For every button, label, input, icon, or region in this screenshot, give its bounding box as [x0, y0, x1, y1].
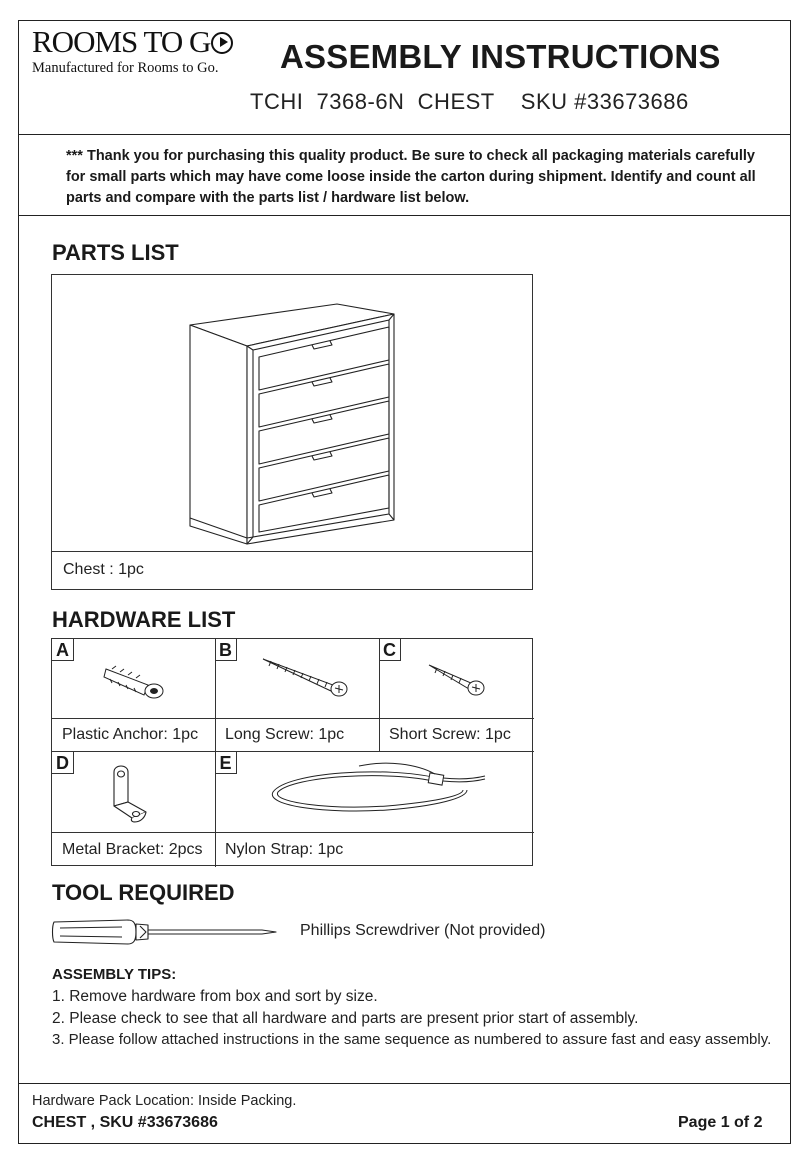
hardware-cell-c — [379, 639, 534, 752]
logo-wordmark: ROOMS TO G — [32, 24, 211, 59]
page-number: Page 1 of 2 — [678, 1114, 763, 1131]
hardware-label-d: Metal Bracket: 2pcs — [62, 841, 203, 858]
metal-bracket-icon — [106, 762, 154, 826]
document-title: ASSEMBLY INSTRUCTIONS — [280, 38, 721, 75]
hardware-label-a: Plastic Anchor: 1pc — [62, 726, 199, 743]
hardware-letter-a: A — [52, 639, 74, 661]
hardware-table — [51, 638, 533, 866]
parts-list-heading: PARTS LIST — [52, 240, 179, 265]
tip-item-2: 2. Please check to see that all hardware and parts are present prior start of assembly. — [52, 1010, 639, 1027]
brand-logo — [32, 26, 252, 77]
short-screw-icon — [425, 661, 489, 701]
hardware-cell-d — [52, 752, 215, 867]
hardware-label-b: Long Screw: 1pc — [225, 726, 345, 743]
hardware-letter-c: C — [379, 639, 401, 661]
hardware-cell-e — [215, 752, 534, 867]
hardware-cell-a — [52, 639, 215, 752]
long-screw-icon — [261, 655, 351, 703]
chest-caption: Chest : 1pc — [63, 561, 144, 578]
hardware-letter-b: B — [215, 639, 237, 661]
hardware-label-e: Nylon Strap: 1pc — [225, 841, 344, 858]
parts-list-box — [51, 274, 533, 590]
logo-subtitle: Manufactured for Rooms to Go. — [32, 60, 219, 76]
tool-required-heading: TOOL REQUIRED — [52, 880, 235, 905]
purchase-notice: *** Thank you for purchasing this quality product. Be sure to check all packaging materials carefully for small parts which may have come loose inside the carton during shipment. Identify and count all parts and compare with the parts list / hardware list below. — [66, 148, 756, 206]
notice-divider — [18, 215, 791, 216]
plastic-anchor-icon — [102, 661, 166, 701]
footer-divider — [18, 1083, 791, 1084]
footer-sku: CHEST , SKU #33673686 — [32, 1114, 218, 1131]
model-sku-line: TCHI 7368-6N CHEST SKU #33673686 — [250, 89, 689, 114]
hardware-letter-e: E — [215, 752, 237, 774]
tip-item-1: 1. Remove hardware from box and sort by size. — [52, 988, 378, 1005]
tip-item-3: 3. Please follow attached instructions in the same sequence as numbered to assure fast and easy assembly. — [52, 1031, 772, 1048]
parts-caption-divider — [52, 551, 532, 552]
logo-play-o-icon — [211, 32, 233, 54]
assembly-tips-heading: ASSEMBLY TIPS: — [52, 966, 177, 983]
hardware-letter-d: D — [52, 752, 74, 774]
hardware-list-heading: HARDWARE LIST — [52, 607, 236, 632]
header-divider — [18, 134, 791, 135]
hardware-pack-location: Hardware Pack Location: Inside Packing. — [32, 1093, 297, 1109]
nylon-strap-icon — [267, 758, 487, 820]
phillips-screwdriver-icon — [50, 914, 280, 950]
chest-illustration — [187, 302, 417, 547]
hardware-cell-b — [215, 639, 379, 752]
tool-label: Phillips Screwdriver (Not provided) — [300, 922, 546, 939]
hardware-label-c: Short Screw: 1pc — [389, 726, 511, 743]
